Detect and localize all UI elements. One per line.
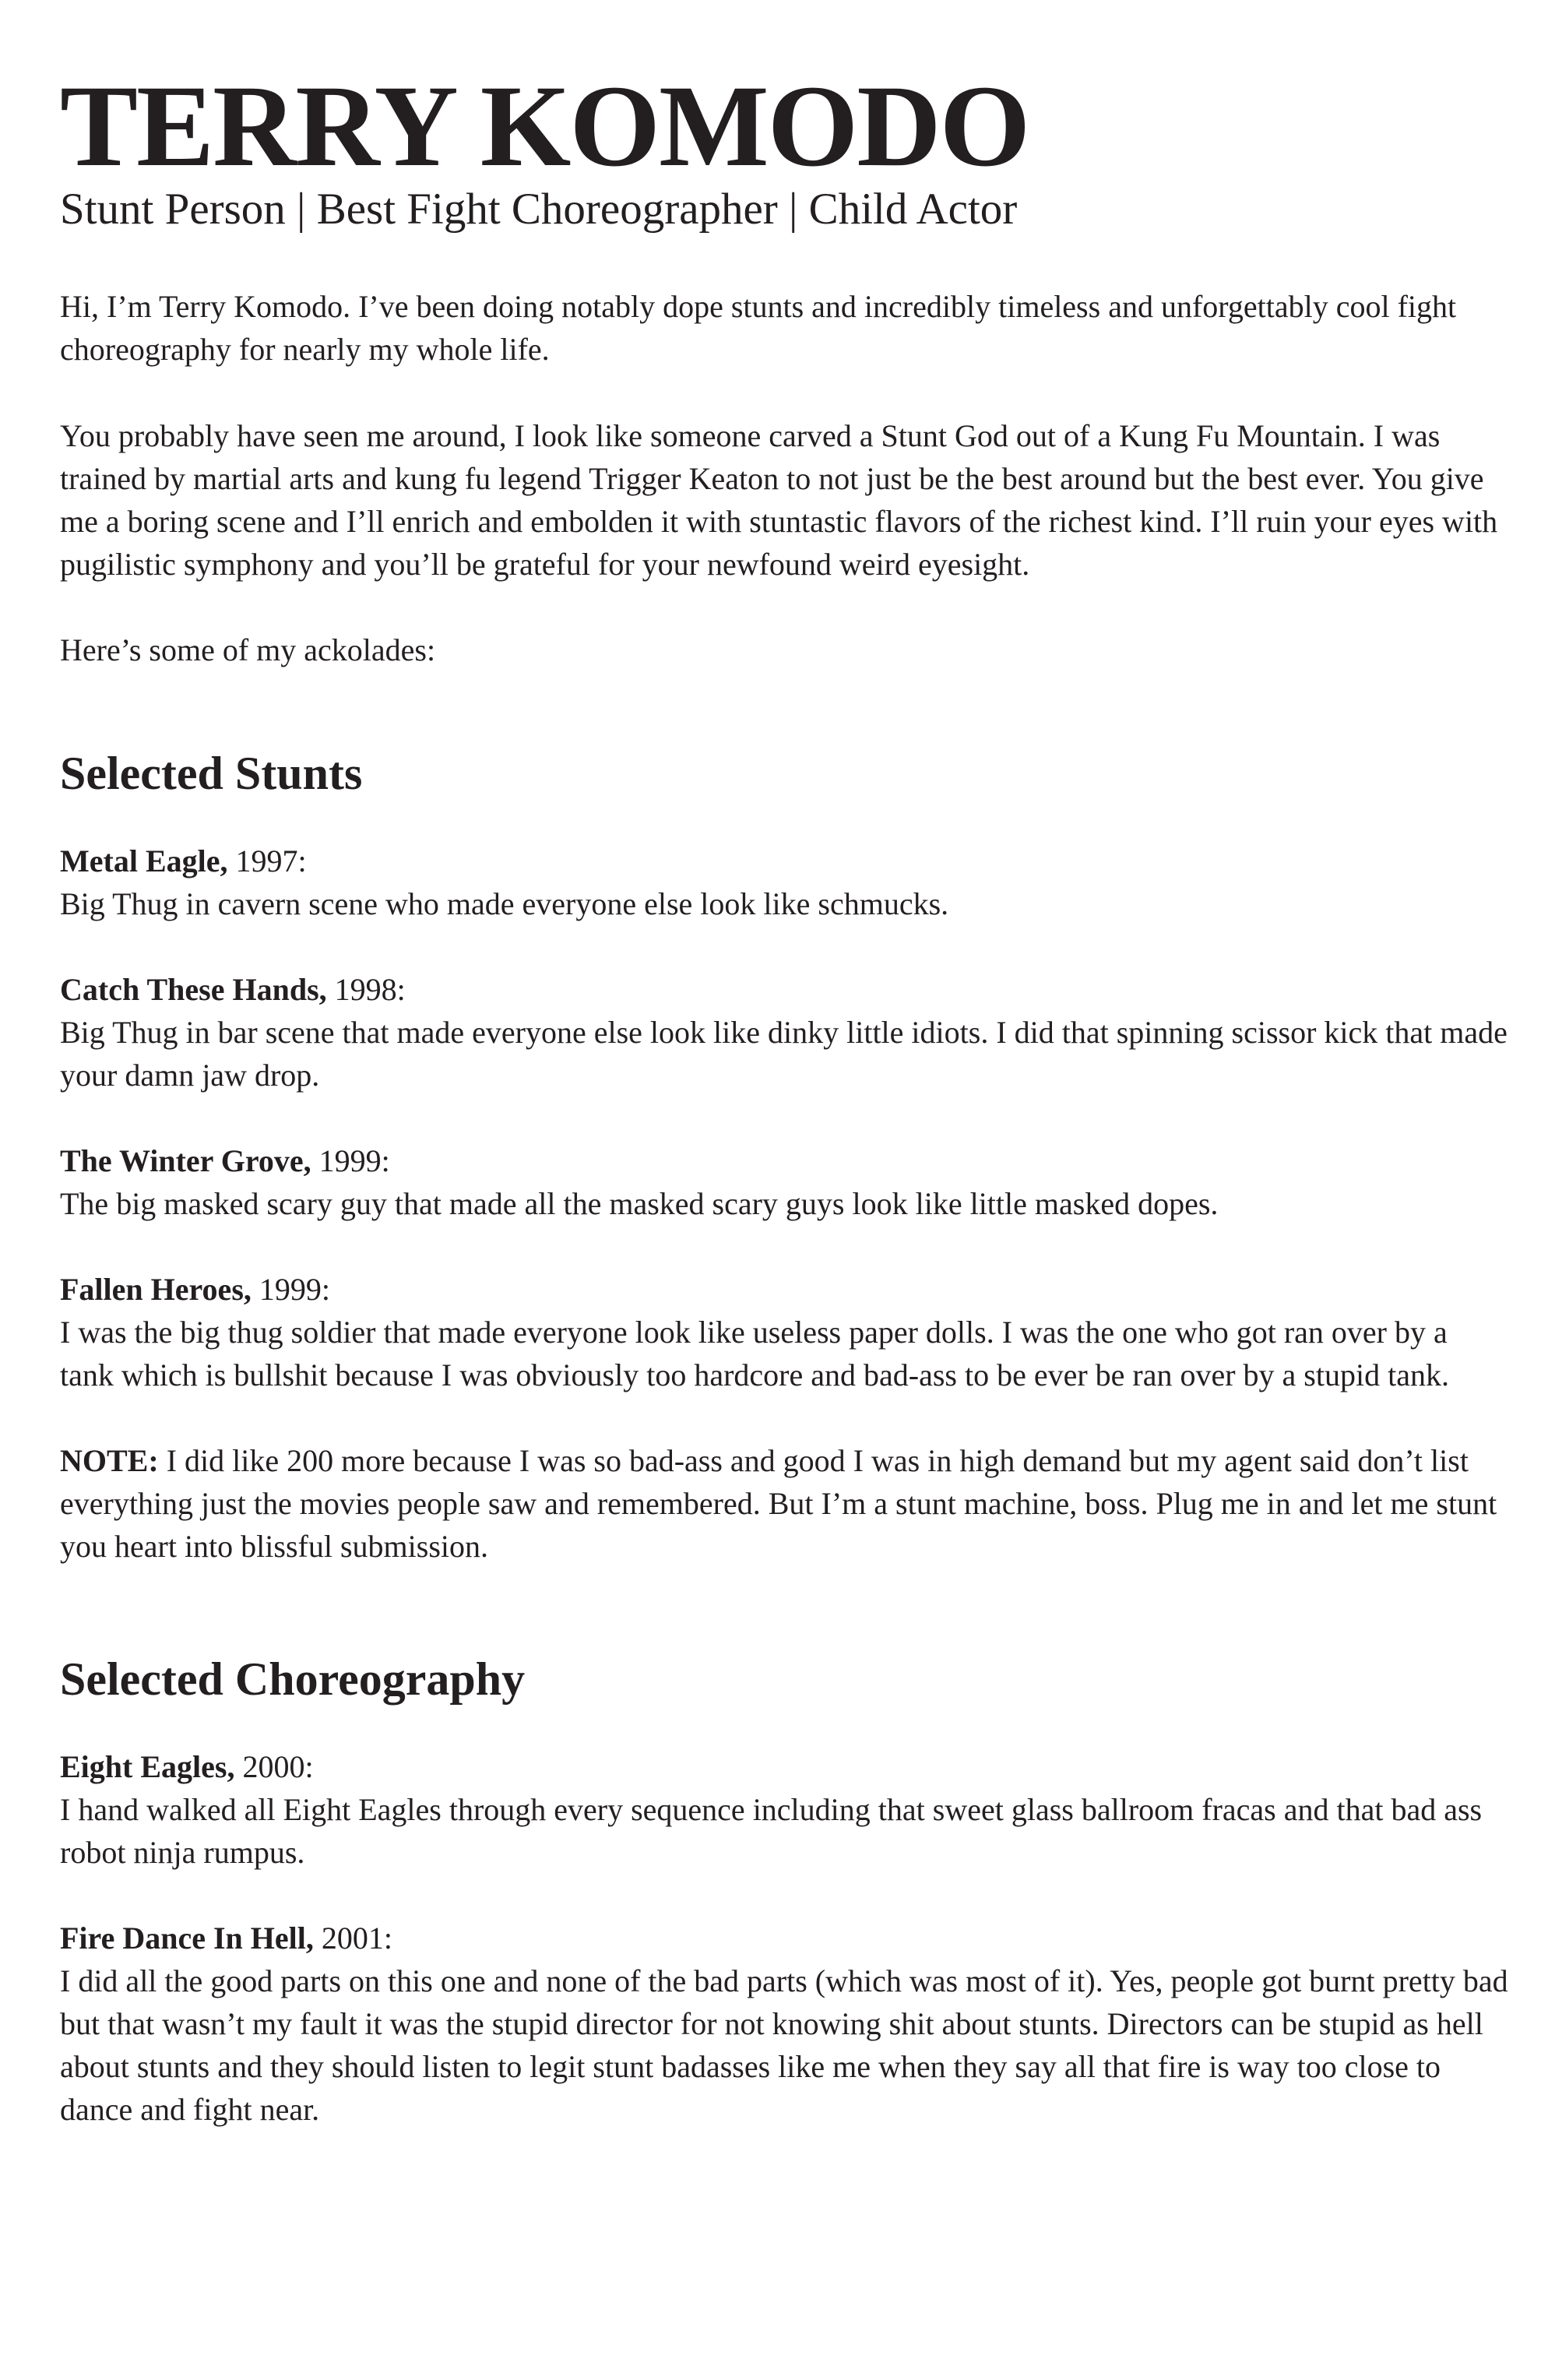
section-heading-choreography: Selected Choreography: [60, 1653, 526, 1705]
choreography-entry: [60, 1745, 1508, 1874]
entry-title: Metal Eagle,: [60, 843, 228, 878]
intro-paragraph-1: Hi, I’m Terry Komodo. I’ve been doing notably dope stunts and incredibly timeless and unforgettably cool fight choreography for nearly my whole life.: [60, 289, 1457, 367]
entry-year: 1997:: [227, 843, 307, 878]
note-text: I did like 200 more because I was so bad-ass and good I was in high demand but my agent said don’t list everything just the movies people saw and remembered. But I’m a stunt machine, boss. Plug me in and let me stunt you heart into blissful submission.: [60, 1443, 1497, 1564]
entry-heading: [60, 1139, 1508, 1182]
stunt-entry: [60, 1139, 1508, 1225]
entry-year: 2000:: [234, 1749, 314, 1784]
intro-paragraph-3: Here’s some of my ackolades:: [60, 632, 436, 667]
entry-heading: [60, 968, 1508, 1011]
entry-heading: [60, 1268, 1508, 1311]
entry-description: I hand walked all Eight Eagles through every sequence including that sweet glass ballroom fracas and that bad ass robot ninja rumpus.: [60, 1792, 1483, 1870]
entry-heading: [60, 1745, 1508, 1788]
note-label: NOTE:: [60, 1443, 159, 1478]
entry-year: 1998:: [326, 972, 406, 1007]
stunt-entry: [60, 840, 1508, 925]
entry-description: Big Thug in cavern scene who made everyone else look like schmucks.: [60, 886, 949, 921]
entry-title: Fire Dance In Hell,: [60, 1921, 314, 1956]
entry-description: I was the big thug soldier that made everyone look like useless paper dolls. I was the one who got ran over by a tank which is bullshit because I was obviously too hardcore and bad-ass to be ever be ran over by a stupid tank.: [60, 1315, 1449, 1392]
stunt-entry: [60, 968, 1508, 1097]
entry-heading: [60, 840, 1508, 882]
entry-description: Big Thug in bar scene that made everyone else look like dinky little idiots. I did that spinning scissor kick that made your damn jaw drop.: [60, 1015, 1508, 1093]
entry-title: Fallen Heroes,: [60, 1272, 252, 1307]
entry-year: 2001:: [313, 1921, 393, 1956]
entry-year: 1999:: [251, 1272, 331, 1307]
stunt-entry: [60, 1268, 1508, 1396]
resume-name: TERRY KOMODO: [60, 62, 1029, 191]
entry-year: 1999:: [311, 1143, 390, 1178]
resume-tagline: Stunt Person | Best Fight Choreographer | Child Actor: [60, 185, 1018, 234]
entry-description: The big masked scary guy that made all the masked scary guys look like little masked dopes.: [60, 1186, 1219, 1221]
resume-page: [60, 62, 1508, 2131]
entry-title: Catch These Hands,: [60, 972, 327, 1007]
choreography-entry: [60, 1917, 1508, 2131]
entry-description: I did all the good parts on this one and none of the bad parts (which was most of it). Yes, people got burnt pretty bad but that wasn’t my fault it was the stupid director for not knowing shit about stunts. Directors can be stupid as hell about stunts and they should listen to legit stunt badasses like me when they say all that fire is way too close to dance and fight near.: [60, 1963, 1508, 2127]
intro-paragraph-2: You probably have seen me around, I look like someone carved a Stunt God out of a Kung Fu Mountain. I was trained by martial arts and kung fu legend Trigger Keaton to not just be the best around but the best ever. You give me a boring scene and I’ll enrich and embolden it with stuntastic flavors of the richest kind. I’ll ruin your eyes with pugilistic symphony and you’ll be grateful for your newfound weird eyesight.: [60, 418, 1498, 582]
entry-title: Eight Eagles,: [60, 1749, 235, 1784]
section-heading-stunts: Selected Stunts: [60, 748, 363, 799]
entry-title: The Winter Grove,: [60, 1143, 311, 1178]
stunts-note: [60, 1439, 1508, 1568]
entry-heading: [60, 1917, 1508, 1959]
